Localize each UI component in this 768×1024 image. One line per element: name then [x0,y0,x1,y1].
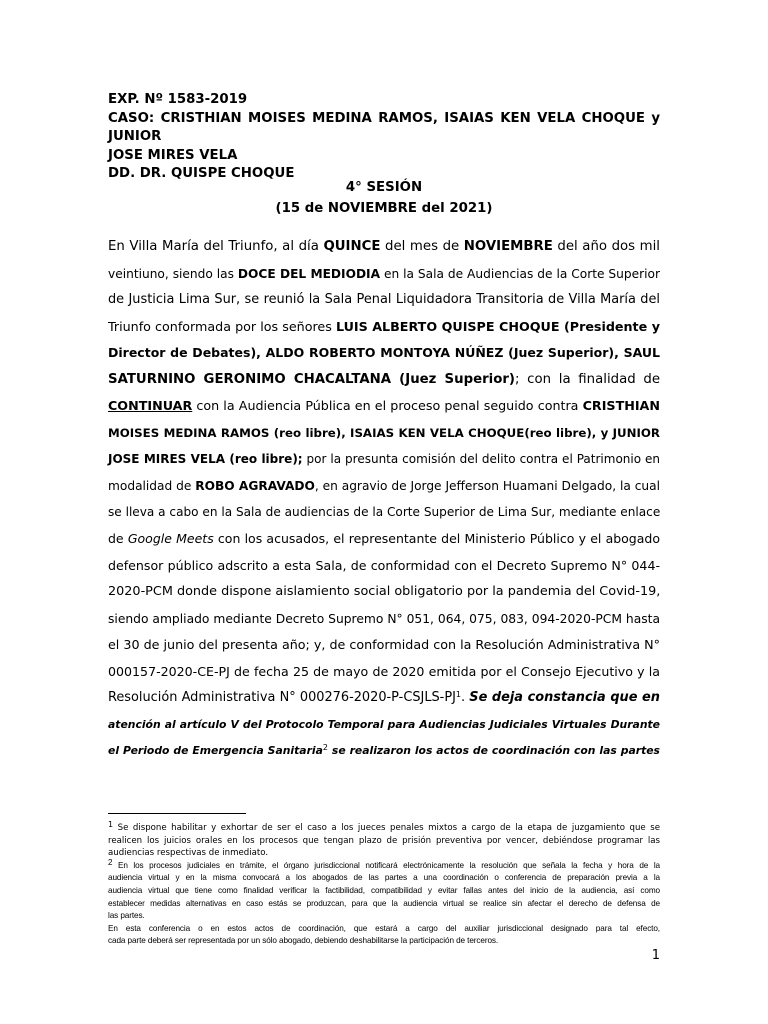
paragraph-line: MOISES MEDINA RAMOS (reo libre), ISAIAS KEN VELA CHOQUE(reo libre), y JUNIOR [108,425,660,440]
footnote-2-line: En esta conferencia o en estos actos de coordinación, que estará a cargo del auxiliar jurisdiccional designado para tal efecto, [108,923,660,933]
paragraph-line: En Villa María del Triunfo, al día QUINCE del mes de NOVIEMBRE del año dos mil [108,239,661,254]
paragraph-line: de Justicia Lima Sur, se reunió la Sala Penal Liquidadora Transitoria de Villa María del [108,292,660,308]
case-header [108,91,660,184]
case-parties-line2: JOSE MIRES VELA [108,147,238,163]
paragraph-line: SATURNINO GERONIMO CHACALTANA (Juez Superior); con la finalidad de [108,371,661,387]
paragraph-line: Resolución Administrativa N° $000276-2020-P-CSJLS-PJ^1$. Se deja constancia que en [108,690,660,706]
footnote-ref: 2 [322,743,328,753]
paragraph-line: modalidad de ROBO AGRAVADO, en agravio de Jorge Jefferson Huamani Delgado, la cual [108,478,661,493]
case-parties-line1: CASO: CRISTHIAN MOISES MEDINA RAMOS, ISAIAS KEN VELA CHOQUE y JUNIOR [108,110,660,144]
paragraph-line: de Google Meets con los acusados, el representante del Ministerio Público y el abogado [108,531,660,547]
session-date: (15 de NOVIEMBRE del 2021) [275,201,493,216]
footnote-2-line: establecer medidas alternativas en caso estás se produzcan, para que la audiencia virtual se realice sin afectar el derecho de defensa de [108,898,660,908]
footnote-ref: 1 [455,690,461,700]
paragraph-line: JOSE MIRES VELA (reo libre); por la presunta comisión del delito contra el Patrimonio en [108,452,660,467]
paragraph-line: 000157-2020-CE-PJ de fecha 25 de mayo de 2020 emitida por el Consejo Ejecutivo y la [108,663,660,679]
footnote-number: 2 [108,857,113,867]
expediente-number: EXP. Nº 1583-2019 [108,92,248,107]
paragraph-line: el Periodo de Emergencia Sanitaria$^2$ se realizaron los actos de coordinación con las partes [108,743,660,758]
defense-attorney: DD. DR. QUISPE CHOQUE [108,166,295,181]
paragraph-line: Triunfo conformada por los señores LUIS ALBERTO QUISPE CHOQUE (Presidente y [108,318,660,334]
paragraph-line: CONTINUAR con la Audiencia Pública en el proceso penal seguido contra CRISTHIAN [108,398,660,414]
session-title: 4° SESIÓN [345,180,423,195]
paragraph-line: el 30 de junio del presenta año; y, de conformidad con la Resolución Administrativa N° [108,637,660,653]
footnote-number: 1 [108,820,114,829]
footnote-2-line: audiencia virtual y en la misma convocará a los abogados de las partes a una coordinación o conferencia de preparación previa a la [108,873,660,883]
footnote-2-line: $^2$ En los procesos judiciales en trámite, el órgano jurisdiccional notificará electrónicamente la resolución que señala la fecha y hora de la [108,857,660,870]
footnote-2-line: cada parte deberá ser representada por un sólo abogado, debiendo deshabilitarse la participación de terceros. [108,936,499,946]
paragraph-line: se lleva a cabo en la Sala de audiencias de la Corte Superior de Lima Sur, mediante enlace [108,505,661,520]
paragraph-line: atención al artículo V del Protocolo Temporal para Audiencias Judiciales Virtuales Durante [108,717,660,731]
footnote-2-line: audiencia virtual que tiene como finalidad verificar la factibilidad, compatibilidad y evitar fallas antes del inicio de la audiencia, así como [108,885,660,895]
paragraph-line: 2020-PCM donde dispone aislamiento social obligatorio por la pandemia del Covid-19, [108,584,661,600]
footnote-1-line: $^1$ Se dispone habilitar y exhortar de ser el caso a los jueces penales mixtos a cargo de la etapa de juzgamiento que se [108,820,660,833]
footnote-1-line: audiencias respectivas de inmediato. [108,848,269,859]
footnote-separator [108,813,246,814]
paragraph-line: defensor público adscrito a esta Sala, de conformidad con el Decreto Supremo N° 044- [108,557,660,573]
footnote-2-line: las partes. [108,911,145,921]
paragraph-line: veintiuno, siendo las DOCE DEL MEDIODIA en la Sala de Audiencias de la Corte Superior [108,266,660,281]
page-number: 1 [651,948,660,963]
session-minutes-paragraph [108,234,660,765]
paragraph-line: Director de Debates), ALDO ROBERTO MONTOYA NÚÑEZ (Juez Superior), SAUL [108,345,660,361]
footnote-1-line: realicen los juicios orales en los procesos que tengan plazo de prisión preventiva por vencer, debiéndose programar las [108,835,660,846]
footnotes [108,822,660,948]
paragraph-line: siendo ampliado mediante Decreto Supremo N° 051, 064, 075, 083, 094-2020-PCM hasta [108,611,660,626]
